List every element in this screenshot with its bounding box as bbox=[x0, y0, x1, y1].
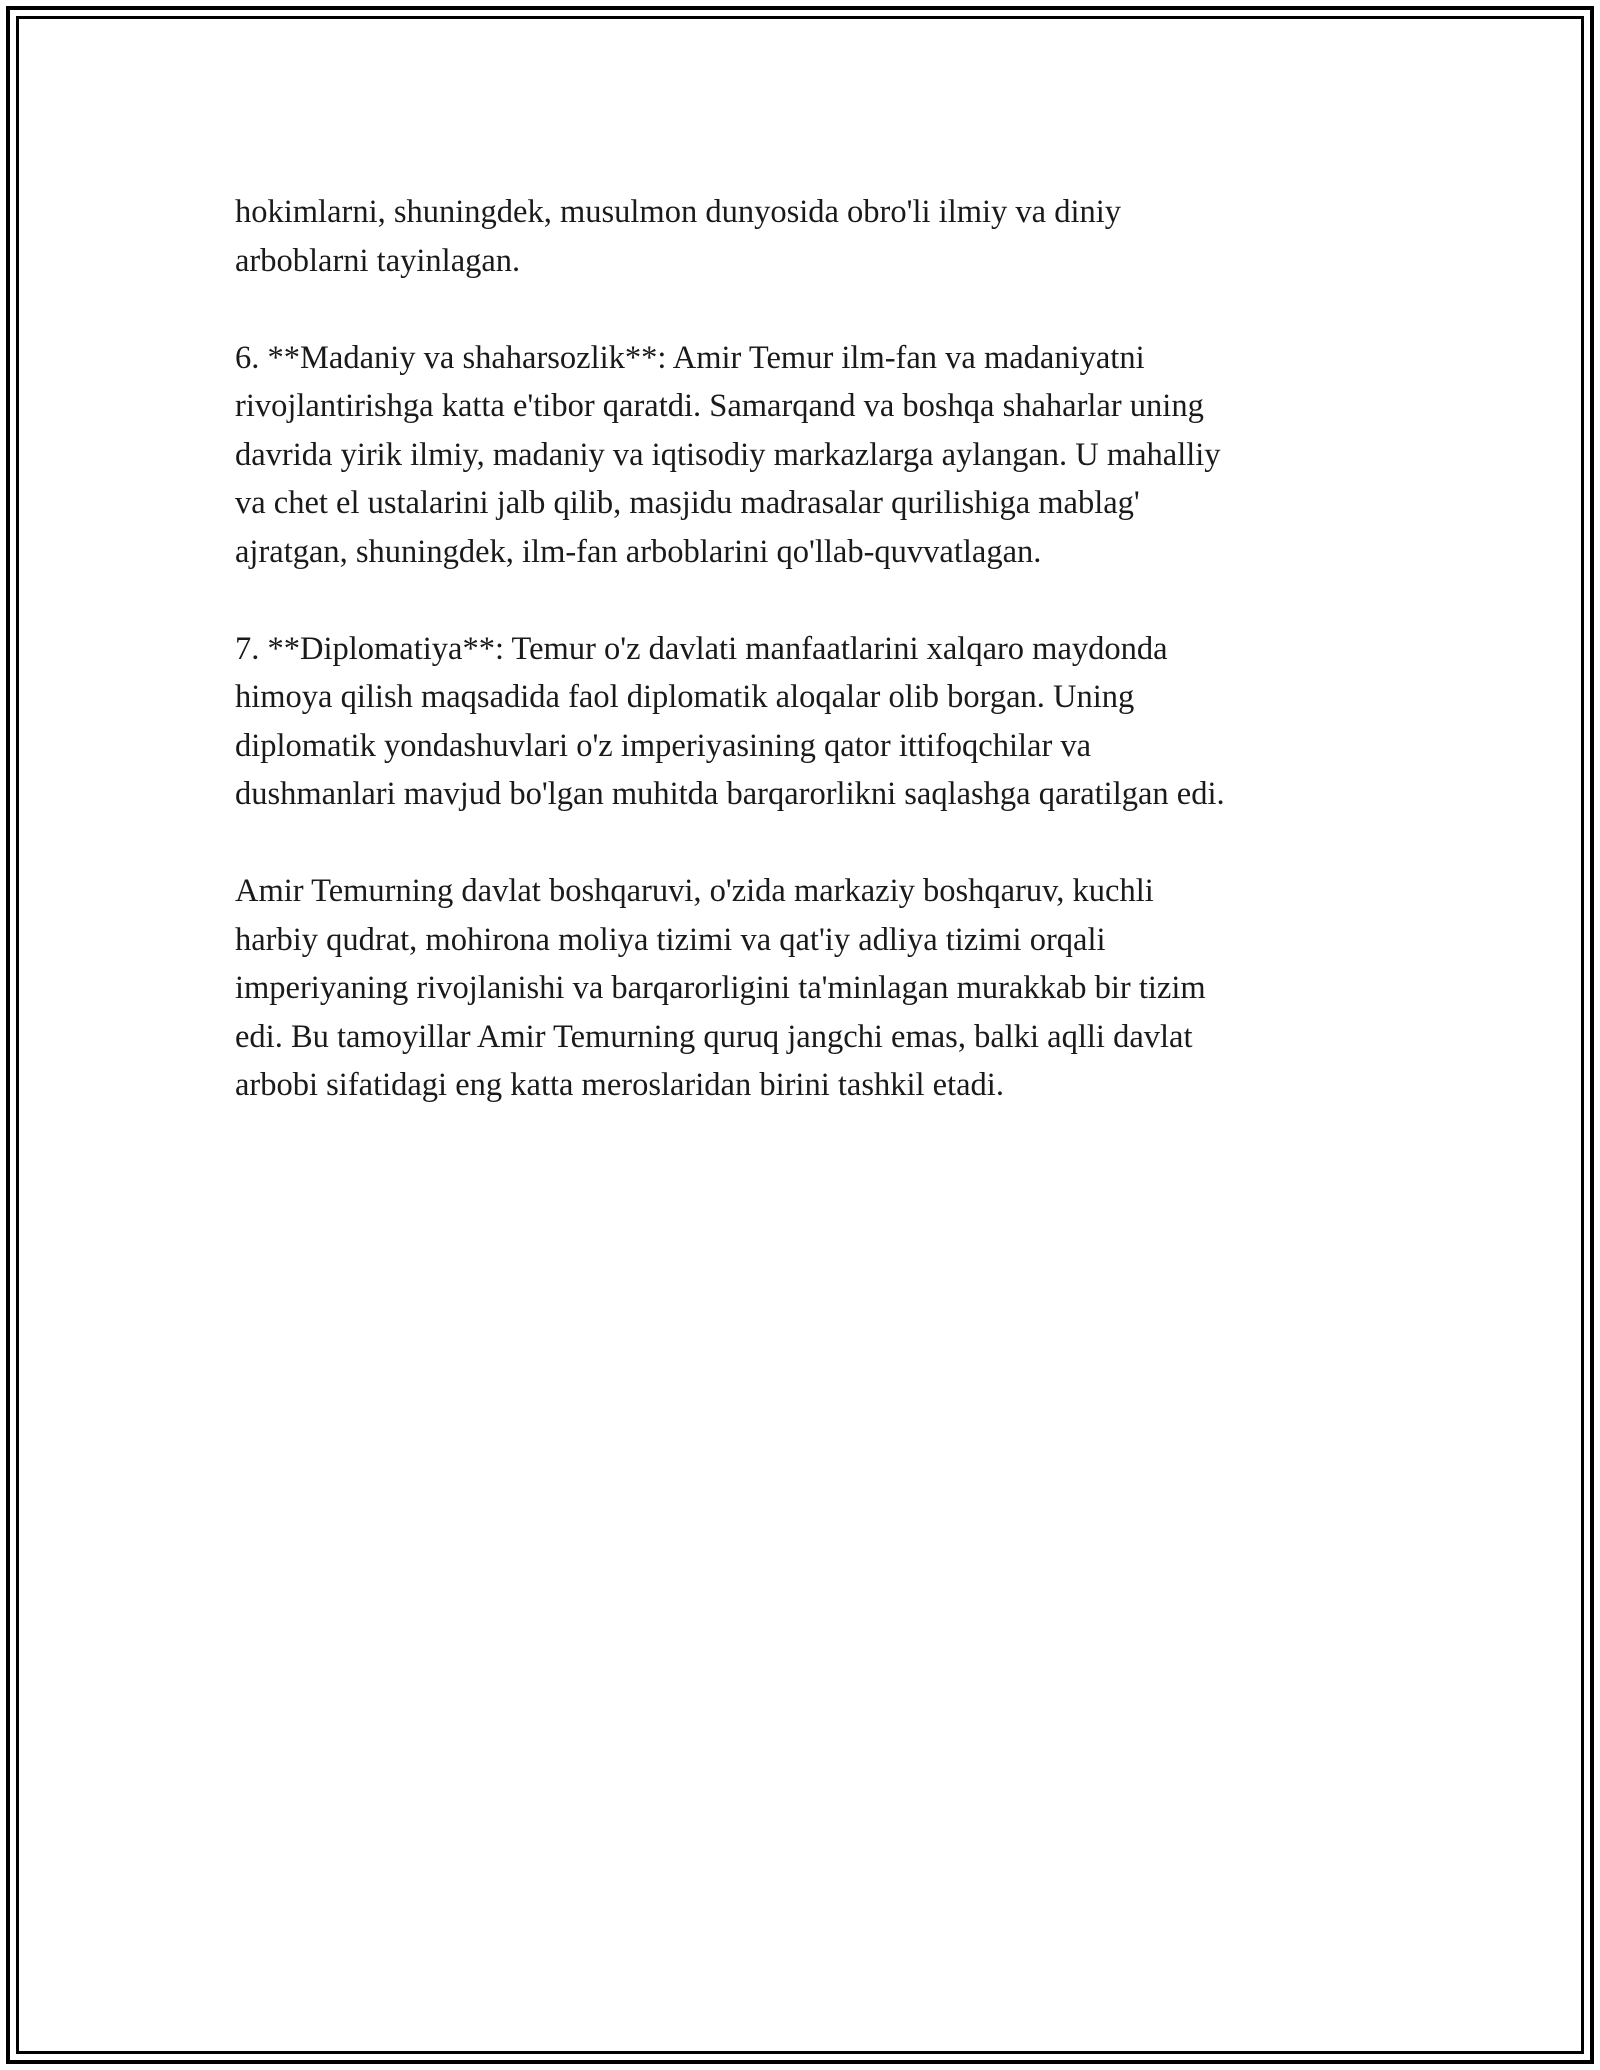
paragraph-continuation: hokimlarni, shuningdek, musulmon dunyosida obro'li ilmiy va diniy arboblarni tayinlagan. bbox=[235, 194, 1122, 279]
paragraph-conclusion: Amir Temurning davlat boshqaruvi, o'zida markaziy boshqaruv, kuchli harbiy qudrat, mohirona moliya tizimi va qat'iy adliya tizimi orqali imperiyaning rivojlanishi va barqarorligini ta'minlagan murakkab bir tizim edi. Bu tamoyillar Amir Temurning quruq jangchi emas, balki aqlli davlat arbobi sifatidagi eng katta meroslaridan birini tashkil etadi. bbox=[235, 873, 1206, 1103]
paragraph-item-6-culture: 6. **Madaniy va shaharsozlik**: Amir Temur ilm-fan va madaniyatni rivojlantirishga katta e'tibor qaratdi. Samarqand va boshqa shaharlar uning davrida yirik ilmiy, madaniy va iqtisodiy markazlarga aylangan. U mahalliy va chet el ustalarini jalb qilib, masjidu madrasalar qurilishiga mablag' ajratgan, shuningdek, ilm-fan arboblarini qo'llab-quvvatlagan. bbox=[235, 339, 1221, 570]
paragraph-item-7-diplomacy: 7. **Diplomatiya**: Temur o'z davlati manfaatlarini xalqaro maydonda himoya qilish maqsadida faol diplomatik aloqalar olib borgan. Uning diplomatik yondashuvlari o'z imperiyasining qator ittifoqchilar va dushmanlari mavjud bo'lgan muhitda barqarorlikni saqlashga qaratilgan edi. bbox=[235, 630, 1225, 812]
document-body bbox=[235, 188, 1365, 1158]
